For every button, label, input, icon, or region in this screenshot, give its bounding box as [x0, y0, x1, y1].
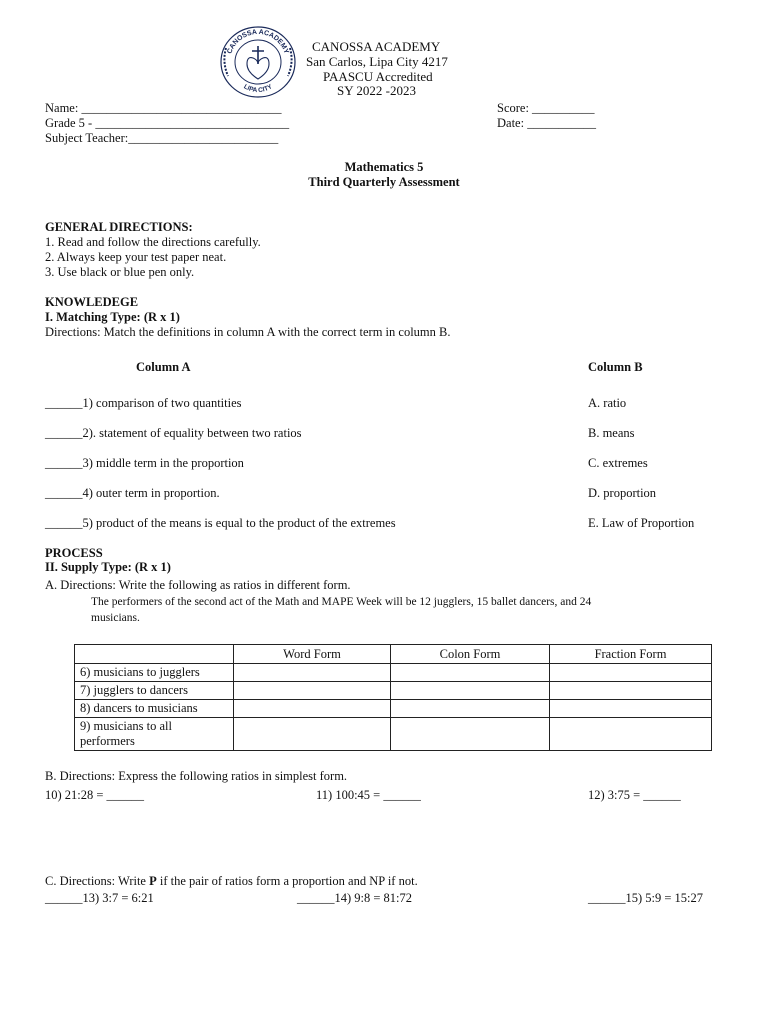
answer-cell[interactable] — [550, 718, 712, 751]
row-label: 7) jugglers to dancers — [75, 682, 234, 700]
table-row — [75, 700, 712, 718]
matching-item-a[interactable]: ______2). statement of equality between two ratios — [45, 426, 302, 440]
part-c-directions-text: if the pair of ratios form a proportion and NP if not. — [156, 874, 418, 888]
general-direction-item: 3. Use black or blue pen only. — [45, 265, 195, 279]
process-heading: PROCESS — [45, 546, 103, 560]
matching-type-heading: I. Matching Type: (R x 1) — [45, 310, 180, 324]
column-b-header: Column B — [588, 360, 643, 374]
matching-item-b: B. means — [588, 426, 635, 440]
seal-ring-bottom-text: LIPA CITY — [242, 83, 274, 95]
answer-cell[interactable] — [550, 664, 712, 682]
simplest-form-item[interactable]: 11) 100:45 = ______ — [316, 788, 421, 802]
row-label: 9) musicians to all performers — [75, 718, 234, 751]
matching-directions: Directions: Match the definitions in column A with the correct term in column B. — [45, 325, 451, 339]
answer-cell[interactable] — [234, 700, 391, 718]
proportion-item[interactable]: ______14) 9:8 = 81:72 — [297, 891, 413, 905]
matching-item-a[interactable]: ______5) product of the means is equal to the product of the extremes — [45, 516, 396, 530]
matching-item-a[interactable]: ______4) outer term in proportion. — [45, 486, 220, 500]
exam-title: Third Quarterly Assessment — [308, 175, 460, 189]
answer-cell[interactable] — [550, 700, 712, 718]
grade-field[interactable]: Grade 5 - _______________________________ — [45, 116, 290, 130]
matching-item-b: D. proportion — [588, 486, 657, 500]
ratio-forms-table — [74, 644, 712, 751]
proportion-item[interactable]: ______15) 5:9 = 15:27 — [588, 891, 704, 905]
general-direction-item: 1. Read and follow the directions carefully. — [45, 235, 261, 249]
table-header-cell: Fraction Form — [550, 645, 712, 664]
answer-cell[interactable] — [234, 718, 391, 751]
part-a-directions: A. Directions: Write the following as ratios in different form. — [45, 578, 351, 592]
subject-teacher-field[interactable]: Subject Teacher:________________________ — [45, 131, 279, 145]
name-field[interactable]: Name: ________________________________ — [45, 101, 282, 115]
column-a-header: Column A — [136, 360, 191, 374]
part-c-directions-text: C. Directions: Write — [45, 874, 150, 888]
table-header-cell — [75, 645, 234, 664]
table-header-cell: Colon Form — [391, 645, 550, 664]
matching-item-b: A. ratio — [588, 396, 627, 410]
proportion-item[interactable]: ______13) 3:7 = 6:21 — [45, 891, 154, 905]
table-row — [75, 718, 712, 751]
date-field[interactable]: Date: ___________ — [497, 116, 596, 130]
answer-cell[interactable] — [234, 682, 391, 700]
table-header-row — [75, 645, 712, 664]
school-header — [306, 40, 448, 99]
row-label: 8) dancers to musicians — [75, 700, 234, 718]
part-a-context: musicians. — [91, 612, 140, 624]
part-c-directions — [45, 874, 418, 889]
part-a-context: The performers of the second act of the Math and MAPE Week will be 12 jugglers, 15 ballet dancers, and 24 — [91, 596, 592, 608]
answer-cell[interactable] — [234, 664, 391, 682]
school-name: CANOSSA ACADEMY — [312, 39, 441, 54]
answer-cell[interactable] — [391, 700, 550, 718]
knowledge-heading: KNOWLEDEGE — [45, 295, 139, 309]
exam-subject: Mathematics 5 — [344, 160, 424, 174]
general-direction-item: 2. Always keep your test paper neat. — [45, 250, 227, 264]
table-header-cell: Word Form — [234, 645, 391, 664]
part-b-directions: B. Directions: Express the following ratios in simplest form. — [45, 769, 348, 783]
answer-cell[interactable] — [391, 718, 550, 751]
matching-item-b: C. extremes — [588, 456, 648, 470]
answer-cell[interactable] — [391, 664, 550, 682]
school-year: SY 2022 -2023 — [337, 83, 416, 99]
school-address: San Carlos, Lipa City 4217 — [306, 53, 448, 69]
answer-cell[interactable] — [391, 682, 550, 700]
seal-ring-top-text: CANOSSA ACADEMY — [226, 28, 290, 55]
simplest-form-item[interactable]: 12) 3:75 = ______ — [588, 788, 681, 802]
school-seal-logo — [218, 24, 298, 100]
matching-item-b: E. Law of Proportion — [588, 516, 695, 530]
score-field[interactable]: Score: __________ — [497, 101, 595, 115]
simplest-form-item[interactable]: 10) 21:28 = ______ — [45, 788, 145, 802]
row-label: 6) musicians to jugglers — [75, 664, 234, 682]
matching-item-a[interactable]: ______3) middle term in the proportion — [45, 456, 244, 470]
svg-text:LIPA CITY — [242, 83, 274, 94]
table-row — [75, 682, 712, 700]
supply-type-heading: II. Supply Type: (R x 1) — [45, 560, 171, 574]
matching-item-a[interactable]: ______1) comparison of two quantities — [45, 396, 242, 410]
answer-cell[interactable] — [550, 682, 712, 700]
table-row — [75, 664, 712, 682]
general-directions-heading: GENERAL DIRECTIONS: — [45, 220, 193, 234]
school-accreditation: PAASCU Accredited — [323, 68, 433, 84]
part-c-directions-p: P — [149, 874, 157, 888]
